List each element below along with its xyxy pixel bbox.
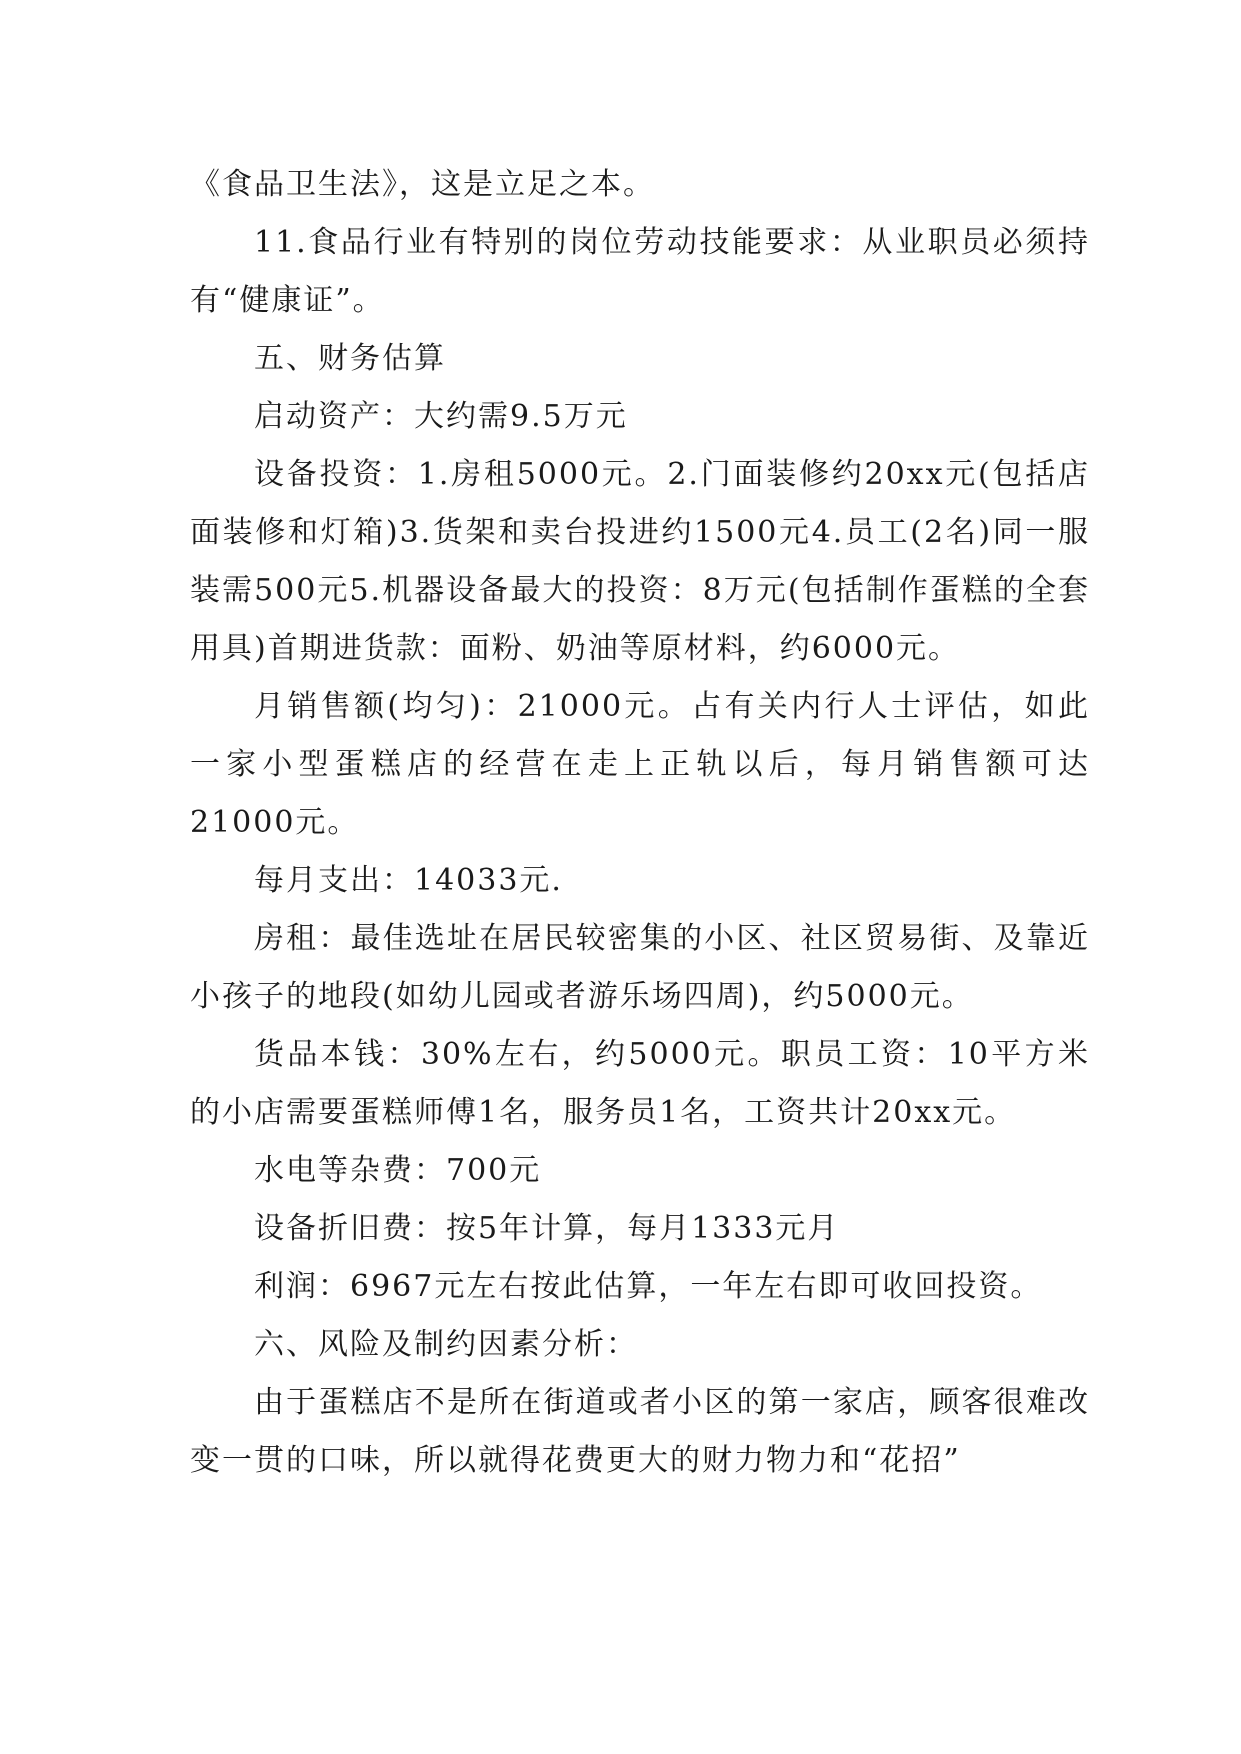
- paragraph: 房租：最佳选址在居民较密集的小区、社区贸易街、及靠近小孩子的地段(如幼儿园或者游乐场四周)，约5000元。: [190, 921, 1090, 1014]
- paragraph: 利润：6967元左右按此估算，一年左右即可收回投资。: [254, 1269, 1043, 1304]
- paragraph: 货品本钱：30%左右，约5000元。职员工资：10平方米的小店需要蛋糕师傅1名，服务员1名，工资共计20xx元。: [190, 1037, 1090, 1130]
- paragraph: 《食品卫生法》，这是立足之本。: [190, 167, 655, 202]
- paragraph: 水电等杂费：700元: [254, 1153, 542, 1188]
- document-body: [190, 156, 1090, 1490]
- section-heading: 六、风险及制约因素分析：: [254, 1327, 638, 1362]
- paragraph: 设备投资：1.房租5000元。2.门面装修约20xx元(包括店面装修和灯箱)3.货架和卖台投进约1500元4.员工(2名)同一服装需500元5.机器设备最大的投资：8万元(包括制作蛋糕的全套用具)首期进货款：面粉、奶油等原材料，约6000元。: [190, 457, 1090, 666]
- paragraph: 11.食品行业有特别的岗位劳动技能要求：从业职员必须持有“健康证”。: [190, 225, 1090, 318]
- paragraph: 每月支出：14033元.: [254, 863, 563, 898]
- paragraph: 启动资产：大约需9.5万元: [254, 399, 628, 434]
- paragraph: 设备折旧费：按5年计算，每月1333元月: [254, 1211, 840, 1246]
- paragraph: 月销售额(均匀)：21000元。占有关内行人士评估，如此一家小型蛋糕店的经营在走上正轨以后，每月销售额可达21000元。: [190, 689, 1090, 840]
- paragraph: 由于蛋糕店不是所在街道或者小区的第一家店，顾客很难改变一贯的口味，所以就得花费更大的财力物力和“花招”: [190, 1385, 1090, 1478]
- section-heading: 五、财务估算: [254, 341, 446, 376]
